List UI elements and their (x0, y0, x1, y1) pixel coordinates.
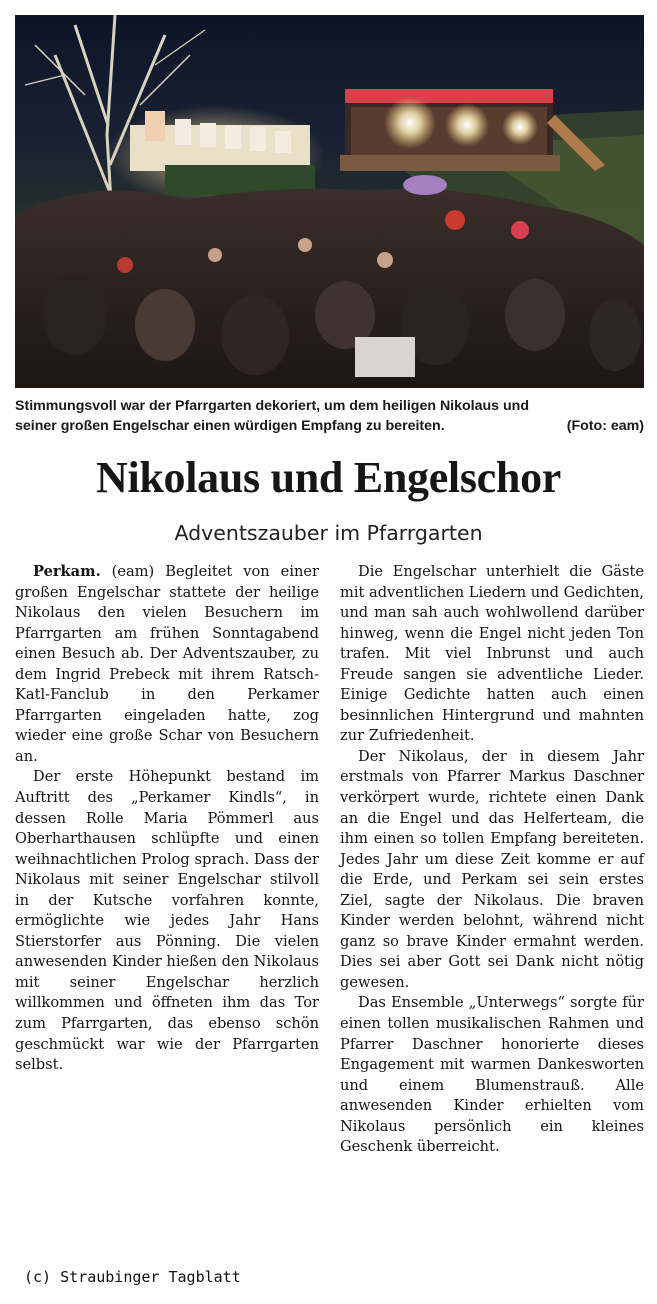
paragraph-text: (eam) Begleitet von einer großen Engelschar stattete der heilige Nikolaus den vielen Besuchern im Pfarrgarten am frühen Sonntagabend einen Besuch ab. Der Adventszauber, zu dem Ingrid Prebeck mit ihrem Ratsch-Katl-Fanclub in den Perkamer Pfarrgarten eingeladen hatte, zog wieder eine große Schar von Besuchern an. (15, 563, 319, 765)
article-photo (15, 15, 644, 388)
article-paragraph: Das Ensemble „Unterwegs“ sorgte für einen tollen musikalischen Rahmen und Pfarrer Daschner honorierte dieses Engagement mit warmen Dankesworten und einem Blumenstrauß. Alle anwesenden Kinder erhielten vom Nikolaus persönlich ein kleines Geschenk überreicht. (340, 994, 644, 1156)
article-paragraph: Die Engelschar unterhielt die Gäste mit adventlichen Liedern und Gedichten, und man sah auch wohlwollend darüber hinweg, wenn die Engel nicht jeden Ton trafen. Mit viel Inbrunst und auch Freude sangen sie adventliche Lieder. Einige Gedichte hatten auch einen besinnlichen Hintergrund und mahnten zur Zufriedenheit. (340, 563, 644, 745)
photo-credit: (Foto: eam) (566, 418, 644, 434)
article-paragraph: Der erste Höhepunkt bestand im Auftritt des „Perkamer Kindls“, in dessen Rolle Maria Pömmerl aus Oberharthausen schlüpfte und einen weihnachtlichen Prolog sprach. Dass der Nikolaus mit seiner Engelschar stilvoll in der Kutsche vorfahren konnte, ermöglichte wie jedes Jahr Hans Stierstorfer aus Pönning. Die vielen anwesenden Kinder hießen den Nikolaus mit seiner Engelschar herzlich willkommen und öffneten ihm das Tor zum Pfarrgarten, das ebenso schön geschmückt war wie der Pfarrgarten selbst. (15, 768, 319, 1074)
caption-line-2: seiner großen Engelschar einen würdigen Empfang zu bereiten. (15, 418, 445, 434)
article-column-right (340, 562, 644, 1158)
caption-line-2-row (15, 416, 644, 436)
dateline: Perkam. (33, 563, 101, 580)
caption-line-1: Stimmungsvoll war der Pfarrgarten dekoriert, um dem heiligen Nikolaus und (15, 398, 530, 414)
article-subheadline: Adventszauber im Pfarrgarten (174, 521, 483, 545)
article-paragraph: Der Nikolaus, der in diesem Jahr erstmals von Pfarrer Markus Daschner verkörpert wurde, richtete einen Dank an die Engel und das Helferteam, die ihm einen so tollen Empfang bereiteten. Jedes Jahr um diese Zeit komme er auf die Erde, und Perkam sei sein erstes Ziel, sagte der Nikolaus. Die braven Kinder werden belohnt, während nicht ganz so brave Kinder ermahnt werden. Dies sei aber Gott sei Dank nicht nötig gewesen. (340, 747, 644, 991)
article-paragraph (15, 562, 319, 767)
photo-caption (15, 396, 644, 436)
article-column-left (15, 562, 319, 1076)
source-credit: (c) Straubinger Tagblatt (24, 1268, 241, 1286)
article-headline: Nikolaus und Engelschor (95, 453, 562, 502)
